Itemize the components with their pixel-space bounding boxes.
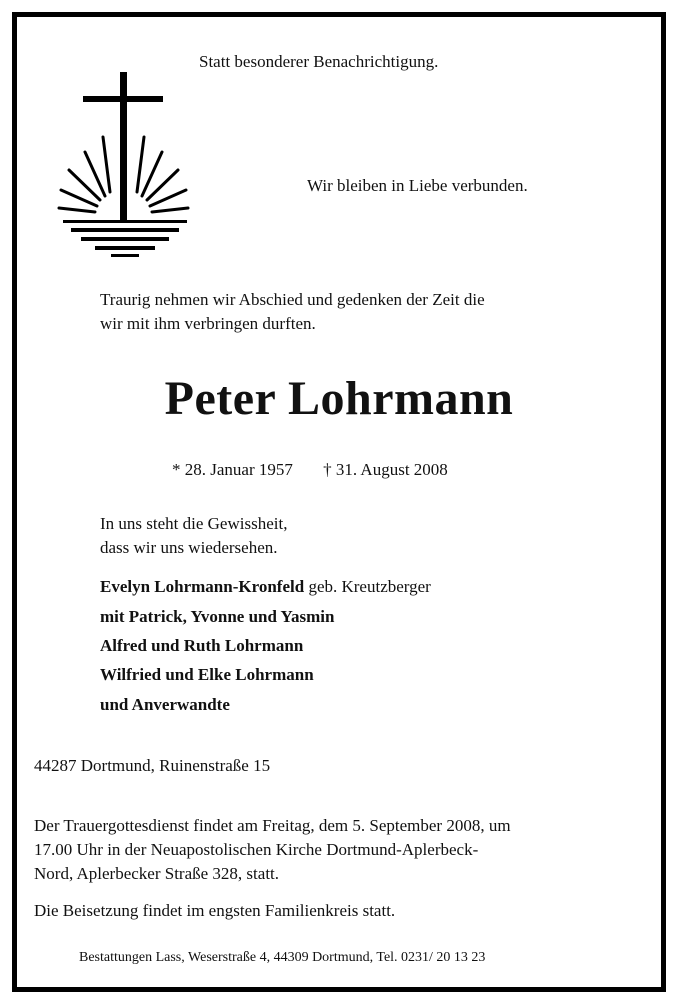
cross-with-rising-sun-icon	[55, 72, 195, 262]
burial-note: Die Beisetzung findet im engsten Familienkreis statt.	[34, 901, 396, 920]
intro-line-1: Traurig nehmen wir Abschied und gedenken der Zeit die	[100, 290, 485, 309]
mourner-name: Evelyn Lohrmann-Kronfeld	[100, 577, 305, 596]
death-date: † 31. August 2008	[323, 460, 448, 479]
life-dates	[172, 460, 474, 480]
service-line-2: 17.00 Uhr in der Neuapostolischen Kirche Dortmund-Aplerbeck-	[34, 840, 479, 859]
faith-line-2: dass wir uns wiedersehen.	[100, 538, 278, 557]
birth-date: * 28. Januar 1957	[172, 460, 293, 479]
service-line-3: Nord, Aplerbecker Straße 328, statt.	[34, 864, 280, 883]
deceased-name: Peter Lohrmann	[164, 372, 514, 425]
faith-line-1: In uns steht die Gewissheit,	[100, 514, 288, 533]
family-address: 44287 Dortmund, Ruinenstraße 15	[34, 756, 271, 775]
intro-line-2: wir mit ihm verbringen durften.	[100, 314, 316, 333]
mourner-row: und Anverwandte	[100, 695, 230, 714]
undertaker-info: Bestattungen Lass, Weserstraße 4, 44309 Dortmund, Tel. 0231/ 20 13 23	[79, 950, 486, 965]
service-line-1: Der Trauergottesdienst findet am Freitag, dem 5. September 2008, um	[34, 816, 511, 835]
mourner-row	[100, 577, 431, 597]
mourner-row: mit Patrick, Yvonne und Yasmin	[100, 607, 335, 626]
mourner-row: Alfred und Ruth Lohrmann	[100, 636, 304, 655]
motto: Wir bleiben in Liebe verbunden.	[307, 176, 528, 195]
header-note: Statt besonderer Benachrichtigung.	[199, 52, 439, 71]
mourner-maiden-name: geb. Kreutzberger	[304, 577, 431, 596]
mourner-row: Wilfried und Elke Lohrmann	[100, 665, 314, 684]
obituary-notice	[12, 12, 666, 992]
